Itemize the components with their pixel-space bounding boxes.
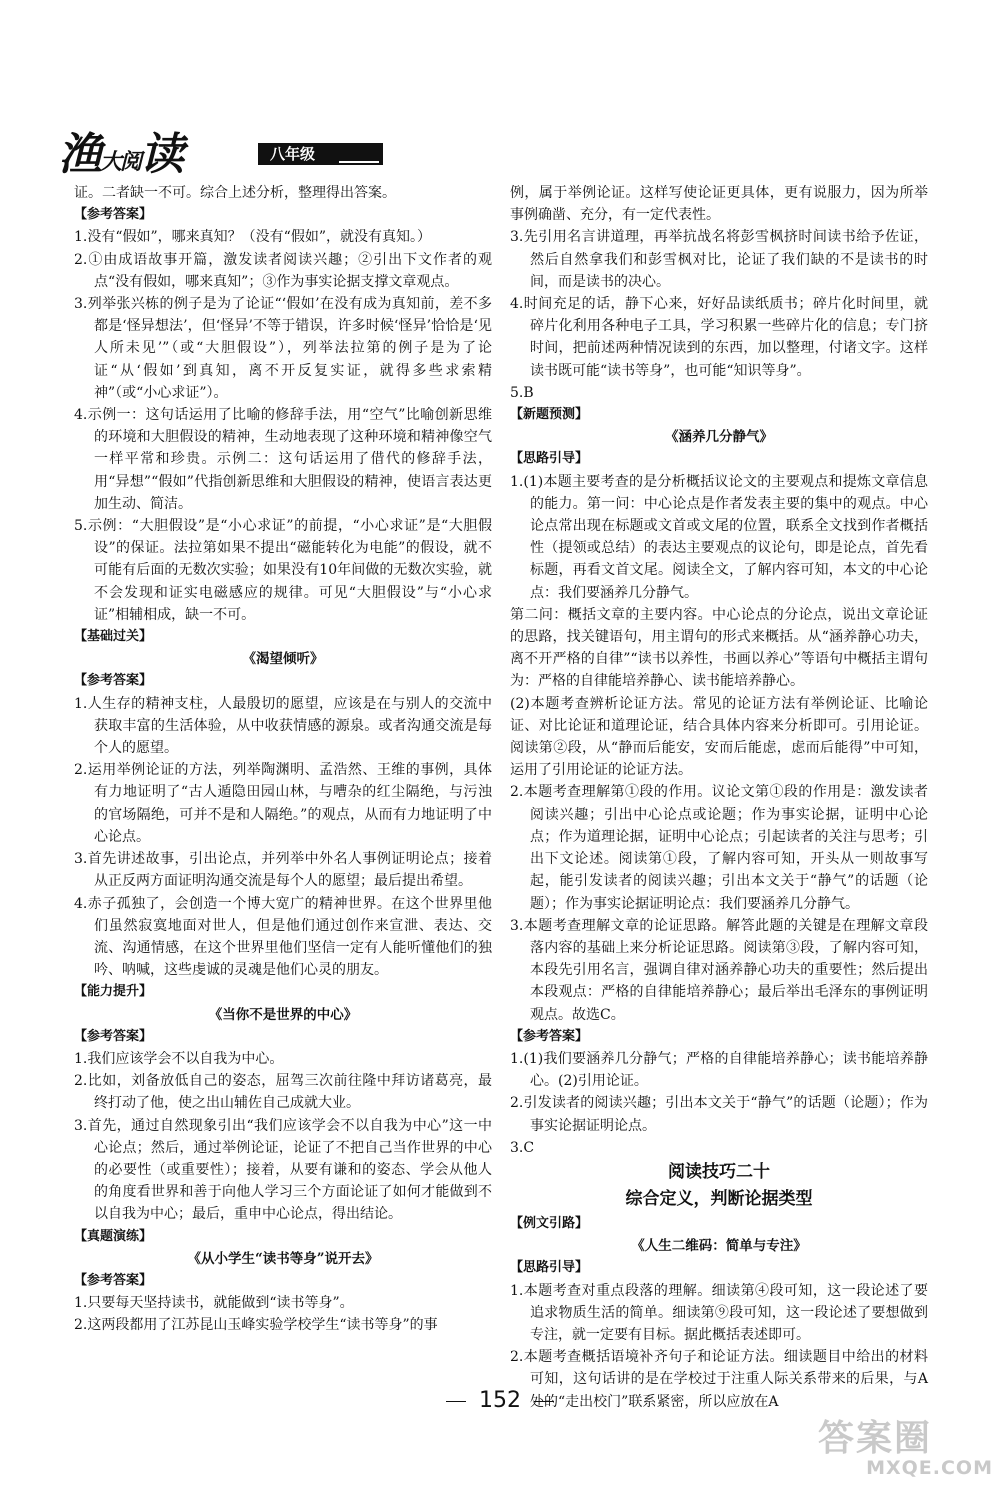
left-answer-item: 2.这两段都用了江苏昆山玉峰实验学校学生“读书等身”的事: [74, 1317, 438, 1334]
right-answer-item: 1.(1)我们要涵养几分静气；严格的自律能培养静心；读书能培养静心。(2)引用论证。: [510, 1050, 928, 1090]
left-section-tag: 【参考答案】: [74, 1028, 153, 1044]
left-article-title: 《从小学生“读书等身”说开去》: [187, 1250, 379, 1267]
right-body-text: 例，属于举例论证。这样写使论证更具体，更有说服力，因为所举事例确凿、充分，有一定代表性。: [510, 185, 928, 224]
right-answer-item: 3.先引用名言讲道理，再举抗战名将彭雪枫挤时间读书给予佐证，然后自然拿我们和彭雪枫对比，论证了我们缺的不是读书的时间，而是读书的决心。: [510, 229, 928, 290]
right-section-tag: 【新题预测】: [510, 407, 589, 423]
left-answer-item: 4.赤子孤独了，会创造一个博大宽广的精神世界。在这个世界里他们虽然寂寞地面对世人，但是他们通过创作来宣泄、表达、交流、沟通情感，在这个世界里他们坚信一定有人能听懂他们的独吟、呐喊，这些虔诚的灵魂是他们心灵的朋友。: [74, 895, 492, 979]
left-section-tag: 【参考答案】: [74, 673, 153, 689]
logo-main: 渔: [58, 129, 100, 180]
left-section-tag: 【真题演练】: [74, 1228, 153, 1244]
book-logo: [58, 118, 182, 182]
left-answer-item: 1.只要每天坚持读书，就能做到“读书等身”。: [74, 1295, 354, 1312]
logo-small: 大阅: [100, 149, 141, 175]
left-article-title: 《渴望倾听》: [242, 651, 324, 668]
site-watermark: [818, 1420, 993, 1482]
page-number: 152: [479, 1388, 521, 1413]
left-section-tag: 【参考答案】: [74, 207, 153, 223]
left-answer-item: 3.列举张兴栋的例子是为了论证“‘假如’在没有成为真知前，差不多都是‘怪异想法’，但‘怪异’不等于错误，许多时候‘怪异’恰恰是‘见人所未见’”（或“大胆假设”），列举法拉第的例子是为了论证“从‘假如’到真知，离不开反复实证，就得多些求索精神”（或“小心求证”）。: [74, 296, 492, 401]
right-section-tag: 【参考答案】: [510, 1028, 589, 1044]
left-section-tag: 【参考答案】: [74, 1272, 153, 1288]
right-section-tag: 【思路引导】: [510, 451, 589, 467]
right-answer-item: 3.C: [510, 1139, 535, 1156]
left-article-title: 《当你不是世界的中心》: [208, 1006, 358, 1023]
right-section-heading: 综合定义，判断论据类型: [625, 1188, 813, 1209]
right-section-heading: 阅读技巧二十: [668, 1161, 770, 1182]
footer-dash-left: [446, 1401, 466, 1402]
left-section-tag: 【能力提升】: [74, 984, 153, 1000]
right-answer-item: 1.(1)本题主要考查的是分析概括议论文的主要观点和提炼文章信息的能力。第一问：中心论点是作者发表主要的集中的观点。中心论点常出现在标题或文首或文尾的位置，联系全文找到作者概括性（提领或总结）的表达主要观点的议论句，即是论点，首先看标题，再看文首文尾。阅读全文，了解内容可知，本文的中心论点：我们要涵养几分静气。: [510, 473, 928, 601]
right-answer-item: 4.时间充足的话，静下心来，好好品读纸质书；碎片化时间里，就碎片化利用各种电子工具，学习积累一些碎片化的信息；专门挤时间，把前述两种情况读到的东西，加以整理，付诸文字。这样读书既可能“读书等身”，也可能“知识等身”。: [510, 296, 928, 379]
left-body-text: 证。二者缺一不可。综合上述分析，整理得出答案。: [74, 185, 396, 201]
watermark-logo: 答案圈: [818, 1418, 933, 1459]
right-article-title: 《人生二维码：简单与专注》: [631, 1238, 807, 1255]
right-section-tag: 【例文引路】: [510, 1215, 589, 1231]
right-answer-item: 5.B: [510, 384, 534, 401]
left-section-tag: 【基础过关】: [74, 629, 153, 645]
grade-badge: 八年级: [258, 143, 383, 165]
watermark-url: MXQE.COM: [866, 1457, 993, 1479]
right-body-text: 第二问：概括文章的主要内容。中心论点的分论点，说出文章论证的思路，找关键语句，用主谓句的形式来概括。从“涵养静心功夫，离不开严格的自律”“读书以养性，书画以养心”等语句中概括主谓句为：严格的自律能培养静心、读书能培养静心。: [510, 606, 928, 690]
left-answer-item: 2.比如，刘备放低自己的姿态，屈驾三次前往隆中拜访诸葛亮，最终打动了他，使之出山辅佐自己成就大业。: [74, 1073, 492, 1112]
left-answer-item: 5.示例：“大胆假设”是“小心求证”的前提，“小心求证”是“大胆假设”的保证。法拉第如果不提出“磁能转化为电能”的假设，就不可能有后面的无数次实验；如果没有10年间做的无数次实验，就不会发现和证实电磁感应的规律。可见“大胆假设”与“小心求证”相辅相成，缺一不可。: [74, 518, 492, 623]
right-column: [510, 182, 928, 1413]
left-answer-item: 1.我们应该学会不以自我为中心。: [74, 1050, 284, 1067]
right-answer-item: 2.引发读者的阅读兴趣；引出本文关于“静气”的话题（论题）；作为事实论据证明论点。: [510, 1095, 928, 1134]
right-section-tag: 【思路引导】: [510, 1260, 589, 1276]
left-answer-item: 1.人生存的精神支柱，人最殷切的愿望，应该是在与别人的交流中获取丰富的生活体验，从中收获情感的源泉。或者沟通交流是每个人的愿望。: [74, 695, 492, 757]
right-article-title: 《涵养几分静气》: [665, 429, 773, 446]
right-answer-item: 1.本题考查对重点段落的理解。细读第④段可知，这一段论述了要追求物质生活的简单。细读第⑨段可知，这一段论述了要想做到专注，就一定要有目标。据此概括表述即可。: [510, 1282, 928, 1343]
left-answer-item: 2.运用举例论证的方法，列举陶渊明、孟浩然、王维的事例，具体有力地证明了“古人遁隐田园山林，与嘈杂的红尘隔绝，与污浊的官场隔绝，可并不是和人隔绝。”的观点，从而有力地证明了中心论点。: [74, 762, 492, 845]
left-answer-item: 4.示例一：这句话运用了比喻的修辞手法，用“空气”比喻创新思维的环境和大胆假设的精神，生动地表现了这种环境和精神像空气一样平常和珍贵。示例二：这句话运用了借代的修辞手法，用“异想”“假如”代指创新思维和大胆假设的精神，使语言表达更加生动、简洁。: [74, 407, 492, 512]
footer-dash-right: [534, 1401, 554, 1402]
left-answer-item: 1.没有“假如”，哪来真知？（没有“假如”，就没有真知。）: [74, 229, 431, 246]
left-column: [74, 182, 492, 1337]
right-answer-item: 2.本题考查概括语境补齐句子和论证方法。细读题目中给出的材料可知，这句话讲的是在学校过于注重人际关系带来的后果，与A处的“走出校门”联系紧密，所以应放在A: [510, 1349, 928, 1410]
book-header: [58, 118, 358, 180]
page-footer: [420, 1388, 580, 1413]
right-answer-item: 3.本题考查理解文章的论证思路。解答此题的关键是在理解文章段落内容的基础上来分析论证思路。阅读第③段，了解内容可知，本段先引用名言，强调自律对涵养静心功夫的重要性；然后提出本段观点：严格的自律能培养静心；最后举出毛泽东的事例证明观点。故选C。: [510, 917, 928, 1023]
right-answer-item: 2.本题考查理解第①段的作用。议论文第①段的作用是：激发读者阅读兴趣；引出中心论点或论题；作为事实论据，证明中心论点；作为道理论据，证明中心论点；引起读者的关注与思考；引出下文论述。阅读第①段，了解内容可知，开头从一则故事写起，能引发读者的阅读兴趣；引出本文关于“静气”的话题（论题）；作为事实论据证明论点：我们要涵养几分静气。: [510, 784, 928, 912]
left-answer-item: 3.首先讲述故事，引出论点，并列举中外名人事例证明论点；接着从正反两方面证明沟通交流是每个人的愿望；最后提出希望。: [74, 851, 492, 890]
left-answer-item: 3.首先，通过自然现象引出“我们应该学会不以自我为中心”这一中心论点；然后，通过举例论证，论证了不把自己当作世界的中心的必要性（或重要性）；接着，从要有谦和的姿态、学会从他人的角度看世界和善于向他人学习三个方面论证了如何才能做到不以自我为中心；最后，重申中心论点，得出结论。: [74, 1117, 492, 1223]
right-body-text: (2)本题考查辨析论证方法。常见的论证方法有举例论证、比喻论证、对比论证和道理论证，结合具体内容来分析即可。引用论证。阅读第②段，从“静而后能安，安而后能虑，虑而后能得”中可知，运用了引用论证的论证方法。: [510, 695, 928, 779]
logo-end: 读: [140, 129, 183, 180]
left-answer-item: 2.①由成语故事开篇，激发读者阅读兴趣；②引出下文作者的观点“没有假如，哪来真知”；③作为事实论据支撑文章观点。: [74, 251, 492, 290]
